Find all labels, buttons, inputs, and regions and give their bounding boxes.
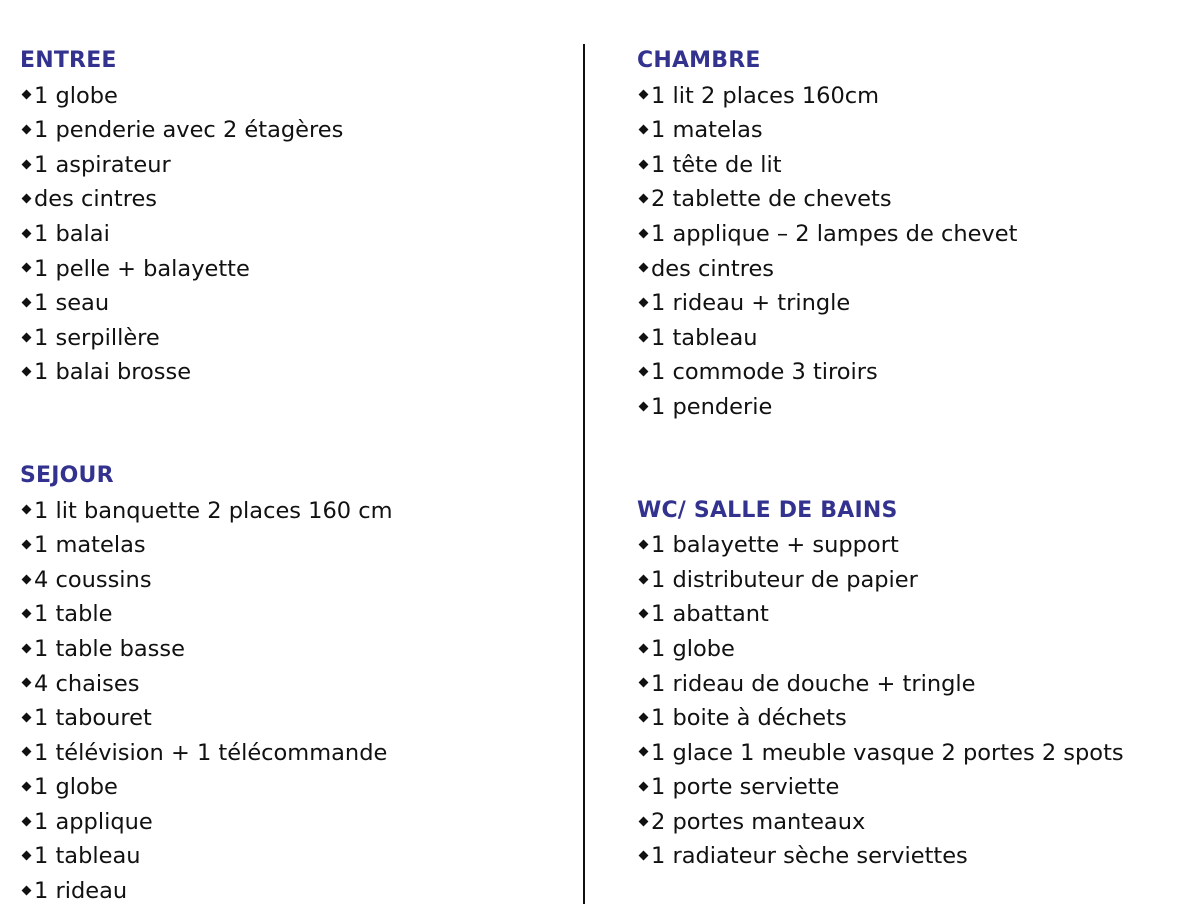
list-item: 1 radiateur sèche serviettes [637, 839, 1177, 874]
column-divider [583, 44, 585, 904]
section-wc-salle-de-bains [637, 494, 1177, 875]
section-sejour [20, 459, 560, 909]
list-item: 1 télévision + 1 télécommande [20, 736, 560, 771]
list-item: 1 globe [20, 79, 560, 114]
list-item: 1 applique – 2 lampes de chevet [637, 217, 1177, 252]
right-column [637, 44, 1177, 874]
item-list [20, 494, 560, 909]
diamond-bullet-icon [639, 367, 649, 377]
diamond-bullet-icon [22, 505, 32, 515]
diamond-bullet-icon [639, 851, 649, 861]
list-item: 1 applique [20, 805, 560, 840]
list-item: 1 aspirateur [20, 148, 560, 183]
list-item: 1 serpillère [20, 321, 560, 356]
list-item: 1 globe [20, 770, 560, 805]
diamond-bullet-icon [22, 816, 32, 826]
diamond-bullet-icon [639, 712, 649, 722]
diamond-bullet-icon [639, 298, 649, 308]
section-heading: WC/ SALLE DE BAINS [637, 497, 898, 523]
list-item: 1 commode 3 tiroirs [637, 355, 1177, 390]
list-item: 1 abattant [637, 597, 1177, 632]
diamond-bullet-icon [22, 159, 32, 169]
list-item: 1 matelas [20, 528, 560, 563]
list-item: 4 chaises [20, 667, 560, 702]
list-item: 2 portes manteaux [637, 805, 1177, 840]
list-item: 1 rideau [20, 874, 560, 909]
list-item: 1 tableau [637, 321, 1177, 356]
diamond-bullet-icon [22, 885, 32, 895]
diamond-bullet-icon [22, 298, 32, 308]
diamond-bullet-icon [639, 228, 649, 238]
section-heading: ENTREE [20, 48, 117, 73]
list-item: 1 table [20, 597, 560, 632]
diamond-bullet-icon [639, 332, 649, 342]
list-item: 1 rideau + tringle [637, 286, 1177, 321]
section-spacer [20, 390, 560, 459]
list-item: 1 distributeur de papier [637, 563, 1177, 598]
diamond-bullet-icon [22, 782, 32, 792]
diamond-bullet-icon [22, 747, 32, 757]
diamond-bullet-icon [639, 609, 649, 619]
diamond-bullet-icon [22, 367, 32, 377]
list-item: 1 lit banquette 2 places 160 cm [20, 494, 560, 529]
list-item: 2 tablette de chevets [637, 182, 1177, 217]
section-spacer [637, 425, 1177, 494]
list-item: 4 coussins [20, 563, 560, 598]
diamond-bullet-icon [22, 194, 32, 204]
diamond-bullet-icon [639, 816, 649, 826]
list-item: 1 tabouret [20, 701, 560, 736]
section-entree [20, 44, 560, 390]
list-item: 1 globe [637, 632, 1177, 667]
list-item: 1 glace 1 meuble vasque 2 portes 2 spots [637, 736, 1177, 771]
diamond-bullet-icon [22, 678, 32, 688]
diamond-bullet-icon [22, 263, 32, 273]
list-item: des cintres [637, 252, 1177, 287]
diamond-bullet-icon [639, 539, 649, 549]
item-list [20, 79, 560, 390]
list-item: 1 boite à déchets [637, 701, 1177, 736]
left-column [20, 44, 560, 909]
diamond-bullet-icon [22, 712, 32, 722]
item-list [637, 79, 1177, 425]
diamond-bullet-icon [639, 401, 649, 411]
diamond-bullet-icon [22, 539, 32, 549]
diamond-bullet-icon [22, 643, 32, 653]
list-item: 1 porte serviette [637, 770, 1177, 805]
diamond-bullet-icon [22, 332, 32, 342]
list-item: 1 tête de lit [637, 148, 1177, 183]
diamond-bullet-icon [22, 228, 32, 238]
list-item: 1 seau [20, 286, 560, 321]
list-item: 1 matelas [637, 113, 1177, 148]
diamond-bullet-icon [639, 263, 649, 273]
diamond-bullet-icon [639, 643, 649, 653]
list-item: 1 balai [20, 217, 560, 252]
diamond-bullet-icon [639, 747, 649, 757]
diamond-bullet-icon [639, 125, 649, 135]
item-list [637, 528, 1177, 874]
diamond-bullet-icon [22, 90, 32, 100]
list-item: 1 balai brosse [20, 355, 560, 390]
diamond-bullet-icon [22, 574, 32, 584]
section-heading: SEJOUR [20, 462, 114, 488]
list-item: 1 penderie avec 2 étagères [20, 113, 560, 148]
diamond-bullet-icon [639, 678, 649, 688]
diamond-bullet-icon [22, 851, 32, 861]
list-item: 1 penderie [637, 390, 1177, 425]
list-item: 1 balayette + support [637, 528, 1177, 563]
list-item: 1 pelle + balayette [20, 252, 560, 287]
diamond-bullet-icon [639, 574, 649, 584]
diamond-bullet-icon [22, 609, 32, 619]
diamond-bullet-icon [639, 194, 649, 204]
section-heading: CHAMBRE [637, 48, 761, 73]
diamond-bullet-icon [639, 90, 649, 100]
cropped-page-title [500, 0, 670, 4]
list-item: 1 rideau de douche + tringle [637, 667, 1177, 702]
diamond-bullet-icon [639, 159, 649, 169]
list-item: 1 lit 2 places 160cm [637, 79, 1177, 114]
section-chambre [637, 44, 1177, 425]
list-item: 1 tableau [20, 839, 560, 874]
diamond-bullet-icon [22, 125, 32, 135]
list-item: des cintres [20, 182, 560, 217]
diamond-bullet-icon [639, 782, 649, 792]
list-item: 1 table basse [20, 632, 560, 667]
